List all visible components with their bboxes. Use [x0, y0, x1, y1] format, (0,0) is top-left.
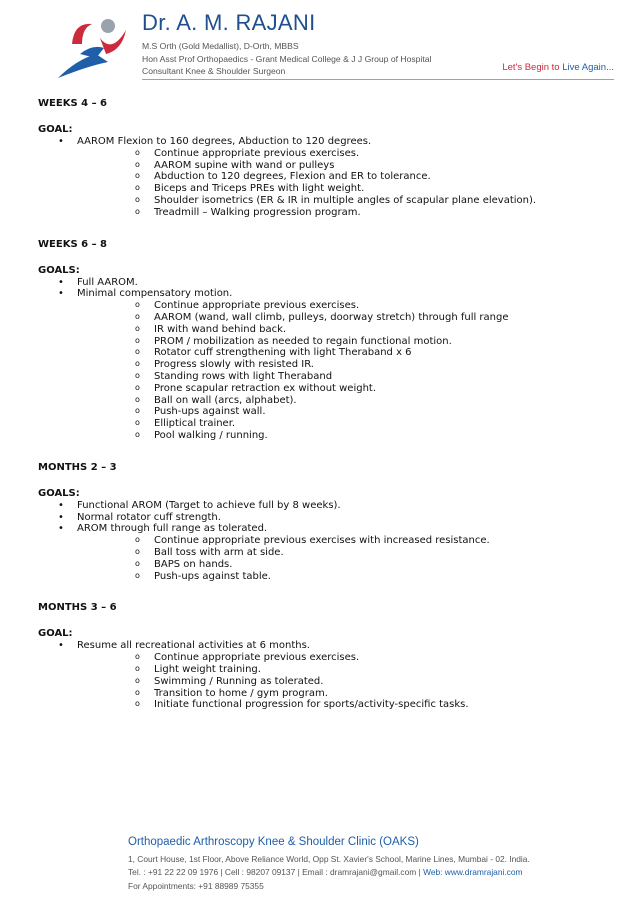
protocol-section — [38, 98, 608, 239]
goal-item — [38, 500, 608, 512]
position: Hon Asst Prof Orthopaedics - Grant Medical College & J J Group of Hospital — [142, 53, 432, 64]
exercise-item: o Ball toss with arm at side. — [77, 547, 608, 559]
section-title: WEEKS 4 – 6 — [38, 98, 108, 109]
exercise-item: o Initiate functional progression for sports/activity-specific tasks. — [77, 699, 608, 711]
goal-text: Functional AROM (Target to achieve full by 8 weeks). — [77, 499, 341, 511]
exercise-item: o Transition to home / gym program. — [77, 688, 608, 700]
letterhead — [0, 0, 638, 90]
exercise-item: o Swimming / Running as tolerated. — [77, 676, 608, 688]
goal-label: GOALS: — [38, 264, 80, 276]
goal-text: Normal rotator cuff strength. — [77, 511, 221, 523]
goal-list — [38, 500, 608, 583]
exercise-item: o AAROM supine with wand or pulleys — [77, 160, 608, 172]
protocol-section — [38, 239, 608, 462]
goal-text: Resume all recreational activities at 6 months. — [77, 640, 310, 652]
exercise-item: o Continue appropriate previous exercises. — [77, 652, 608, 664]
protocol-content — [38, 98, 608, 711]
goal-list — [38, 640, 608, 711]
goal-item — [38, 640, 608, 711]
clinic-name: Orthopaedic Arthroscopy Knee & Shoulder Clinic (OAKS) — [128, 836, 419, 848]
clinic-logo-icon — [52, 14, 138, 82]
exercise-list — [77, 148, 608, 219]
goal-text: AROM through full range as tolerated. — [77, 523, 268, 535]
exercise-item: o PROM / mobilization as needed to regain functional motion. — [77, 336, 608, 348]
goal-label: GOALS: — [38, 487, 80, 499]
exercise-item: o Shoulder isometrics (ER & IR in multiple angles of scapular plane elevation). — [77, 195, 608, 207]
tagline-blue: Live Again... — [562, 62, 614, 73]
exercise-item: o Continue appropriate previous exercises. — [77, 148, 608, 160]
exercise-list — [77, 652, 608, 711]
exercise-item: o BAPS on hands. — [77, 559, 608, 571]
website-link[interactable]: Web: www.dramrajani.com — [423, 866, 523, 877]
goal-text: AAROM Flexion to 160 degrees, Abduction to 120 degrees. — [77, 136, 372, 147]
goal-item — [38, 277, 608, 289]
section-title: WEEKS 6 – 8 — [38, 238, 108, 250]
header-divider — [142, 79, 614, 80]
tagline-red: Let's Begin to — [502, 62, 563, 73]
clinic-address — [128, 853, 618, 878]
exercise-item: o Progress slowly with resisted IR. — [77, 359, 608, 371]
exercise-item: o Continue appropriate previous exercises. — [77, 300, 608, 312]
goal-label: GOAL: — [38, 628, 73, 640]
exercise-list — [77, 535, 608, 582]
spacer — [38, 614, 608, 628]
contact-info: Tel. : +91 22 22 09 1976 | Cell : 98207 09137 | Email : dramrajani@gmail.com | — [128, 866, 424, 877]
exercise-item: o Abduction to 120 degrees, Flexion and ER to tolerance. — [77, 171, 608, 183]
section-title: MONTHS 3 – 6 — [38, 602, 117, 614]
spacer — [38, 442, 608, 462]
appointments-line: For Appointments: +91 88989 75355 — [128, 881, 264, 891]
exercise-item: o Continue appropriate previous exercises with increased resistance. — [77, 535, 608, 547]
exercise-list — [77, 300, 608, 442]
goal-item — [38, 512, 608, 524]
goal-list — [38, 277, 608, 442]
exercise-item: o Biceps and Triceps PREs with light weight. — [77, 183, 608, 195]
address-line: 1, Court House, 1st Floor, Above Reliance World, Opp St. Xavier's School, Marine Lines, Mumbai - 02. India. — [128, 854, 530, 864]
protocol-section — [38, 602, 608, 711]
spacer — [38, 474, 608, 488]
goal-list — [38, 136, 608, 219]
spacer — [38, 110, 608, 124]
exercise-item: o IR with wand behind back. — [77, 324, 608, 336]
letterhead-footer — [128, 836, 618, 891]
exercise-item: o Push-ups against wall. — [77, 406, 608, 418]
goal-item — [38, 523, 608, 582]
exercise-item: o Treadmill – Walking progression program. — [77, 207, 608, 219]
specialty: Consultant Knee & Shoulder Surgeon — [142, 66, 286, 76]
exercise-item: o Light weight training. — [77, 664, 608, 676]
spacer — [38, 251, 608, 265]
spacer — [38, 219, 608, 239]
tagline — [502, 62, 614, 73]
exercise-item: o Prone scapular retraction ex without weight. — [77, 383, 608, 395]
goal-item — [38, 288, 608, 441]
contact-line — [128, 866, 618, 879]
goal-text: Minimal compensatory motion. — [77, 288, 233, 300]
exercise-item: o Pool walking / running. — [77, 430, 608, 442]
exercise-item: o Rotator cuff strengthening with light Theraband x 6 — [77, 347, 608, 359]
qualifications: M.S Orth (Gold Medallist), D-Orth, MBBS — [142, 41, 299, 51]
doctor-name: Dr. A. M. RAJANI — [142, 10, 316, 35]
exercise-item: o Push-ups against table. — [77, 571, 608, 583]
exercise-item: o AAROM (wand, wall climb, pulleys, doorway stretch) through full range — [77, 312, 608, 324]
spacer — [38, 582, 608, 602]
goal-item — [38, 136, 608, 219]
exercise-item: o Elliptical trainer. — [77, 418, 608, 430]
section-title: MONTHS 2 – 3 — [38, 461, 117, 473]
exercise-item: o Standing rows with light Theraband — [77, 371, 608, 383]
doctor-credentials — [142, 40, 431, 78]
protocol-section — [38, 462, 608, 603]
goal-label: GOAL: — [38, 124, 73, 135]
goal-text: Full AAROM. — [77, 276, 138, 288]
exercise-item: o Ball on wall (arcs, alphabet). — [77, 395, 608, 407]
